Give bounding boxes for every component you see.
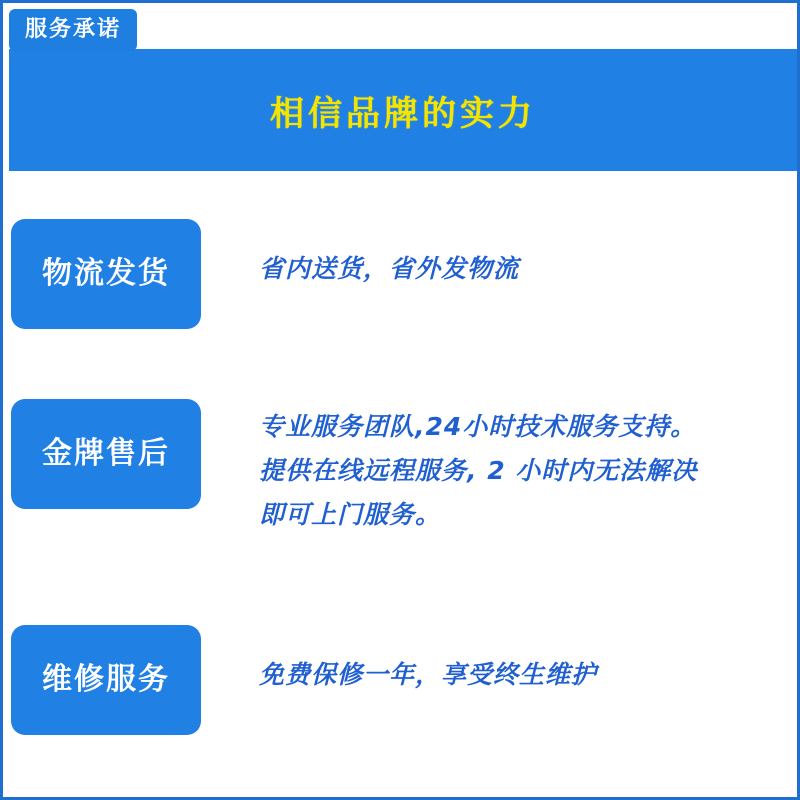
promise-row-aftersales xyxy=(3,399,800,536)
promise-label-logistics: 物流发货 xyxy=(11,219,201,329)
promise-text-repair xyxy=(201,625,800,697)
promise-label-repair: 维修服务 xyxy=(11,625,201,735)
promise-row-repair xyxy=(3,625,800,735)
banner-title: 相信品牌的实力 xyxy=(270,94,536,133)
promise-text-line: 免费保修一年，享受终生维护 xyxy=(259,660,598,689)
promise-row-logistics xyxy=(3,219,800,329)
corner-tab-service-promise: 服务承诺 xyxy=(9,9,137,51)
header-banner xyxy=(9,49,797,171)
promise-text-aftersales xyxy=(201,399,800,536)
promise-text-logistics xyxy=(201,219,800,291)
promise-text-line: 专业服务团队,24小时技术服务支持。 xyxy=(259,412,697,441)
promise-text-line: 提供在线远程服务, 2 小时内无法解决 xyxy=(259,455,698,485)
promise-label-aftersales: 金牌售后 xyxy=(11,399,201,509)
promise-text-line: 省内送货，省外发物流 xyxy=(259,254,520,283)
promise-text-line: 即可上门服务。 xyxy=(259,499,442,529)
